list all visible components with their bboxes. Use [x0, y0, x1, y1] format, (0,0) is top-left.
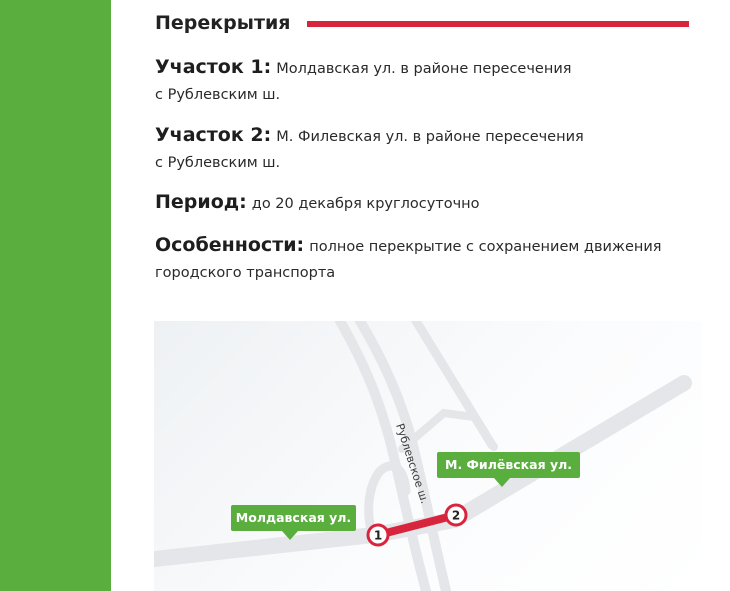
- features-label: Особенности:: [155, 234, 305, 256]
- page-title: Перекрытия: [155, 12, 291, 34]
- callout-filevskaya-label: М. Филёвская ул.: [445, 457, 572, 472]
- section-2-continuation: с Рублевским ш.: [155, 155, 281, 171]
- left-accent-bar: [0, 0, 111, 591]
- period: [155, 191, 480, 213]
- section-1: [155, 56, 571, 103]
- section-1-continuation: с Рублевским ш.: [155, 87, 281, 103]
- section-2-label: Участок 2:: [155, 124, 272, 146]
- marker-2-label: 2: [451, 508, 461, 523]
- marker-1: [368, 525, 388, 545]
- features-continuation: городского транспорта: [155, 265, 336, 281]
- period-value: до 20 декабря круглосуточно: [251, 196, 480, 212]
- features: [155, 234, 662, 281]
- section-1-value: Молдавская ул. в районе пересечения: [276, 61, 572, 77]
- features-value: полное перекрытие с сохранением движения: [309, 239, 662, 255]
- title-divider-line: [307, 21, 689, 27]
- section-2: [155, 124, 584, 171]
- period-label: Период:: [155, 191, 247, 213]
- highway-label: Рублевское ш.: [393, 421, 432, 506]
- closure-map: [154, 321, 702, 591]
- marker-1-label: 1: [373, 528, 383, 543]
- callout-moldavskaya-label: Молдавская ул.: [235, 510, 352, 525]
- marker-2: [446, 505, 466, 525]
- section-2-value: М. Филевская ул. в районе пересечения: [276, 129, 584, 145]
- map-svg: [154, 321, 702, 591]
- section-1-label: Участок 1:: [155, 56, 272, 78]
